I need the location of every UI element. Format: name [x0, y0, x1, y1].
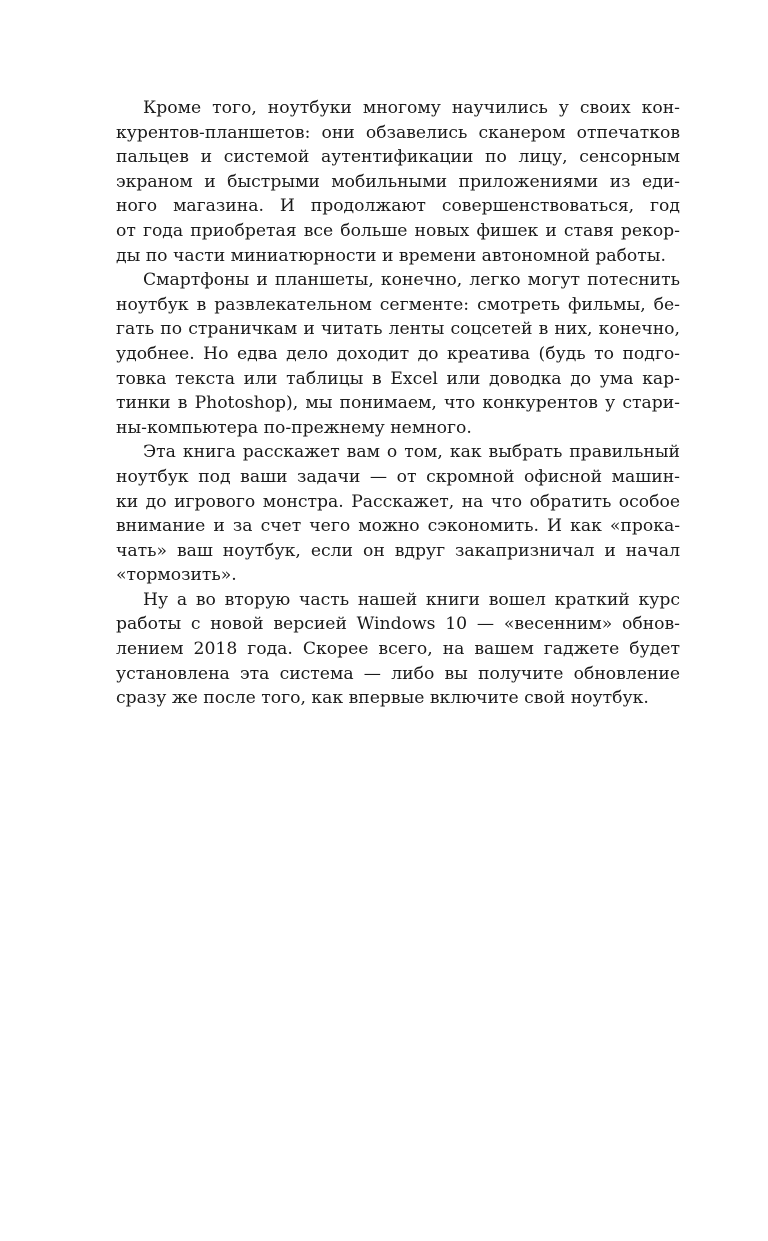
text-line: работы с новой версией Windows 10 — «весенним» обнов-	[116, 614, 680, 635]
text-line: курентов-планшетов: они обзавелись сканером отпечатков	[116, 122, 680, 143]
paragraph-3	[116, 440, 680, 588]
text-line: внимание и за счет чего можно сэкономить. И как «прока-	[116, 516, 680, 537]
text-line: ноутбук под ваши задачи — от скромной офисной машин-	[116, 466, 680, 487]
text-line: Ну а во вторую часть нашей книги вошел краткий курс	[143, 589, 680, 610]
text-line: сразу же после того, как впервые включите свой ноутбук.	[116, 688, 649, 709]
text-line: гать по страничкам и читать ленты соцсетей в них, конечно,	[116, 319, 680, 340]
paragraph-4	[116, 588, 680, 711]
text-line: чать» ваш ноутбук, если он вдруг закапризничал и начал	[116, 540, 680, 561]
text-line: «тормозить».	[116, 565, 237, 586]
text-line: Смартфоны и планшеты, конечно, легко могут потеснить	[143, 270, 680, 291]
paragraph-1	[116, 96, 680, 268]
text-line: удобнее. Но едва дело доходит до креатива (будь то подго-	[116, 343, 680, 364]
text-line: Эта книга расскажет вам о том, как выбрать правильный	[143, 442, 680, 463]
text-line: лением 2018 года. Скорее всего, на вашем гаджете будет	[116, 639, 680, 660]
text-line: Кроме того, ноутбуки многому научились у своих кон-	[143, 98, 680, 118]
text-line: установлена эта система — либо вы получите обновление	[116, 663, 680, 684]
paragraph-2	[116, 268, 680, 440]
text-line: ного магазина. И продолжают совершенствоваться, год	[116, 196, 680, 217]
text-line: ны-компьютера по-прежнему немного.	[116, 417, 472, 438]
text-line: ки до игрового монстра. Расскажет, на что обратить особое	[116, 491, 680, 512]
text-line: от года приобретая все больше новых фишек и ставя рекор-	[116, 220, 680, 241]
text-line: ды по части миниатюрности и времени автономной работы.	[116, 245, 666, 266]
text-line: ноутбук в развлекательном сегменте: смотреть фильмы, бе-	[116, 294, 680, 315]
text-line: тинки в Photoshop), мы понимаем, что конкурентов у стари-	[116, 393, 680, 414]
book-page	[116, 96, 680, 711]
text-line: пальцев и системой аутентификации по лицу, сенсорным	[116, 147, 680, 168]
text-line: экраном и быстрыми мобильными приложениями из еди-	[116, 171, 680, 192]
text-line: товка текста или таблицы в Excel или доводка до ума кар-	[116, 368, 680, 389]
